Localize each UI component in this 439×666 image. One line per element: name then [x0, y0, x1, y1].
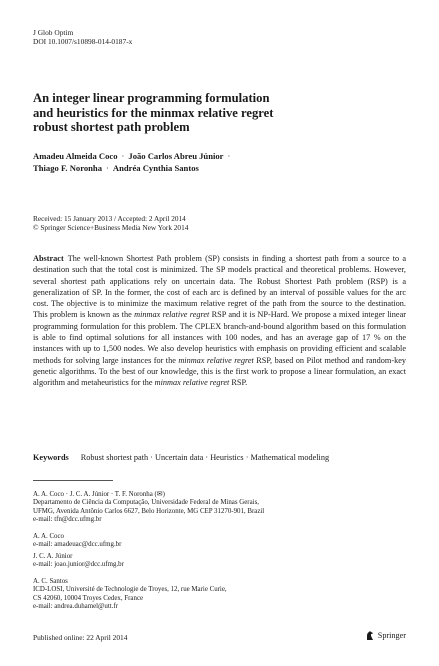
author-coco: Amadeu Almeida Coco: [33, 151, 118, 161]
affiliation-address: CS 42060, 10004 Troyes Cedex, France: [33, 594, 144, 602]
affiliation-author: A. C. Santos: [33, 578, 68, 585]
received-accepted: Received: 15 January 2013 / Accepted: 2 April 2014: [33, 214, 186, 223]
abstract-text-2: RSP and it is NP-Hard. We propose a mixed integer linear programming formulation for this problem. The CPLEX branch-and-bound algorithm based on this formulation is able to find optimal solutions for all instances with 100 nodes, and has an average gap of 17 % on the instances with up to 1,500 nodes. We also develop heuristics with emphasis on providing efficient and scalable methods for solving large instances for the: [33, 310, 406, 365]
author-santos: Andréa Cynthia Santos: [112, 163, 199, 173]
title-line-3: robust shortest path problem: [33, 120, 190, 134]
abstract-label: Abstract: [33, 254, 64, 263]
affiliation-dept: Departamento de Ciência da Computação, Universidade Federal de Minas Gerais,: [33, 499, 259, 507]
footnote-divider: [33, 480, 113, 481]
keywords: [33, 452, 413, 463]
author-noronha: Thiago F. Noronha: [33, 163, 103, 173]
affiliation-block-2: [33, 533, 413, 550]
affiliation-email: e-mail: tfn@dcc.ufmg.br: [33, 516, 102, 524]
journal-name: J Glob Optim: [33, 28, 74, 37]
title-line-2: and heuristics for the minmax relative regret: [33, 105, 274, 120]
affiliation-block-4: [33, 578, 413, 612]
affiliation-institution: ICD-LOSI, Université de Technologie de Troyes, 12, rue Marie Curie,: [33, 586, 227, 594]
author-separator: ·: [227, 151, 231, 161]
springer-horse-icon: [365, 630, 375, 641]
affiliation-email: e-mail: joao.junior@dcc.ufmg.br: [33, 561, 124, 569]
abstract: [33, 253, 406, 389]
abstract-italic-1: minmax relative regret: [134, 310, 210, 320]
published-online: Published online: 22 April 2014: [33, 633, 128, 642]
author-junior: João Carlos Abreu Júnior: [128, 151, 224, 161]
author-list: [33, 150, 413, 174]
copyright: © Springer Science+Business Media New York 2014: [33, 222, 189, 232]
keywords-label: Keywords: [33, 453, 69, 462]
affiliation-block-1: [33, 491, 413, 525]
affiliation-authors: A. A. Coco · J. C. A. Júnior · T. F. Noronha (✉): [33, 491, 165, 498]
affiliation-address: UFMG, Avenida Antônio Carlos 6627, Belo Horizonte, MG CEP 31270-901, Brazil: [33, 507, 265, 515]
abstract-italic-3: minmax relative regret: [154, 378, 230, 388]
affiliation-email: e-mail: andrea.duhamel@utt.fr: [33, 603, 118, 611]
publisher-name: Springer: [377, 630, 406, 640]
affiliation-author: A. A. Coco: [33, 533, 65, 540]
abstract-text-4: RSP.: [229, 378, 248, 388]
author-line-2: [33, 162, 413, 174]
author-line-1: [33, 150, 413, 162]
doi: DOI 10.1007/s10898-014-0187-x: [33, 37, 133, 46]
abstract-text-1: The well-known Shortest Path problem (SP) consists in finding a shortest path from a source to a destination such that the total cost is minimized. The SP models practical and theoretical problems. However, several shortest path applications rely on uncertain data. The Robust Shortest Path problem (RSP) is a generalization of SP. In the former, the cost of each arc is defined by an interval of possible values for the arc cost. The objective is to minimize the maximum relative regret of the path from the source to the destination. This problem is known as the: [33, 254, 406, 320]
title-line-1: An integer linear programming formulation: [33, 91, 270, 105]
affiliation-email: e-mail: amadeuac@dcc.ufmg.br: [33, 541, 122, 549]
journal-header: [33, 28, 132, 46]
paper-title: [33, 91, 413, 135]
author-separator: ·: [121, 151, 125, 161]
affiliation-author: J. C. A. Júnior: [33, 553, 73, 560]
publisher-logo: [365, 630, 406, 641]
publication-dates: [33, 215, 188, 233]
affiliation-block-3: [33, 553, 413, 570]
author-separator: ·: [106, 163, 109, 173]
abstract-text-3: RSP, based on Pilot method and random-key genetic algorithms. To the best of our knowledge, this is the first work to propose a linear formulation, an exact algorithm and metaheuristics for the: [33, 355, 406, 388]
keywords-text: Robust shortest path · Uncertain data · Heuristics · Mathematical modeling: [80, 453, 330, 462]
abstract-italic-2: minmax relative regret: [178, 355, 254, 365]
